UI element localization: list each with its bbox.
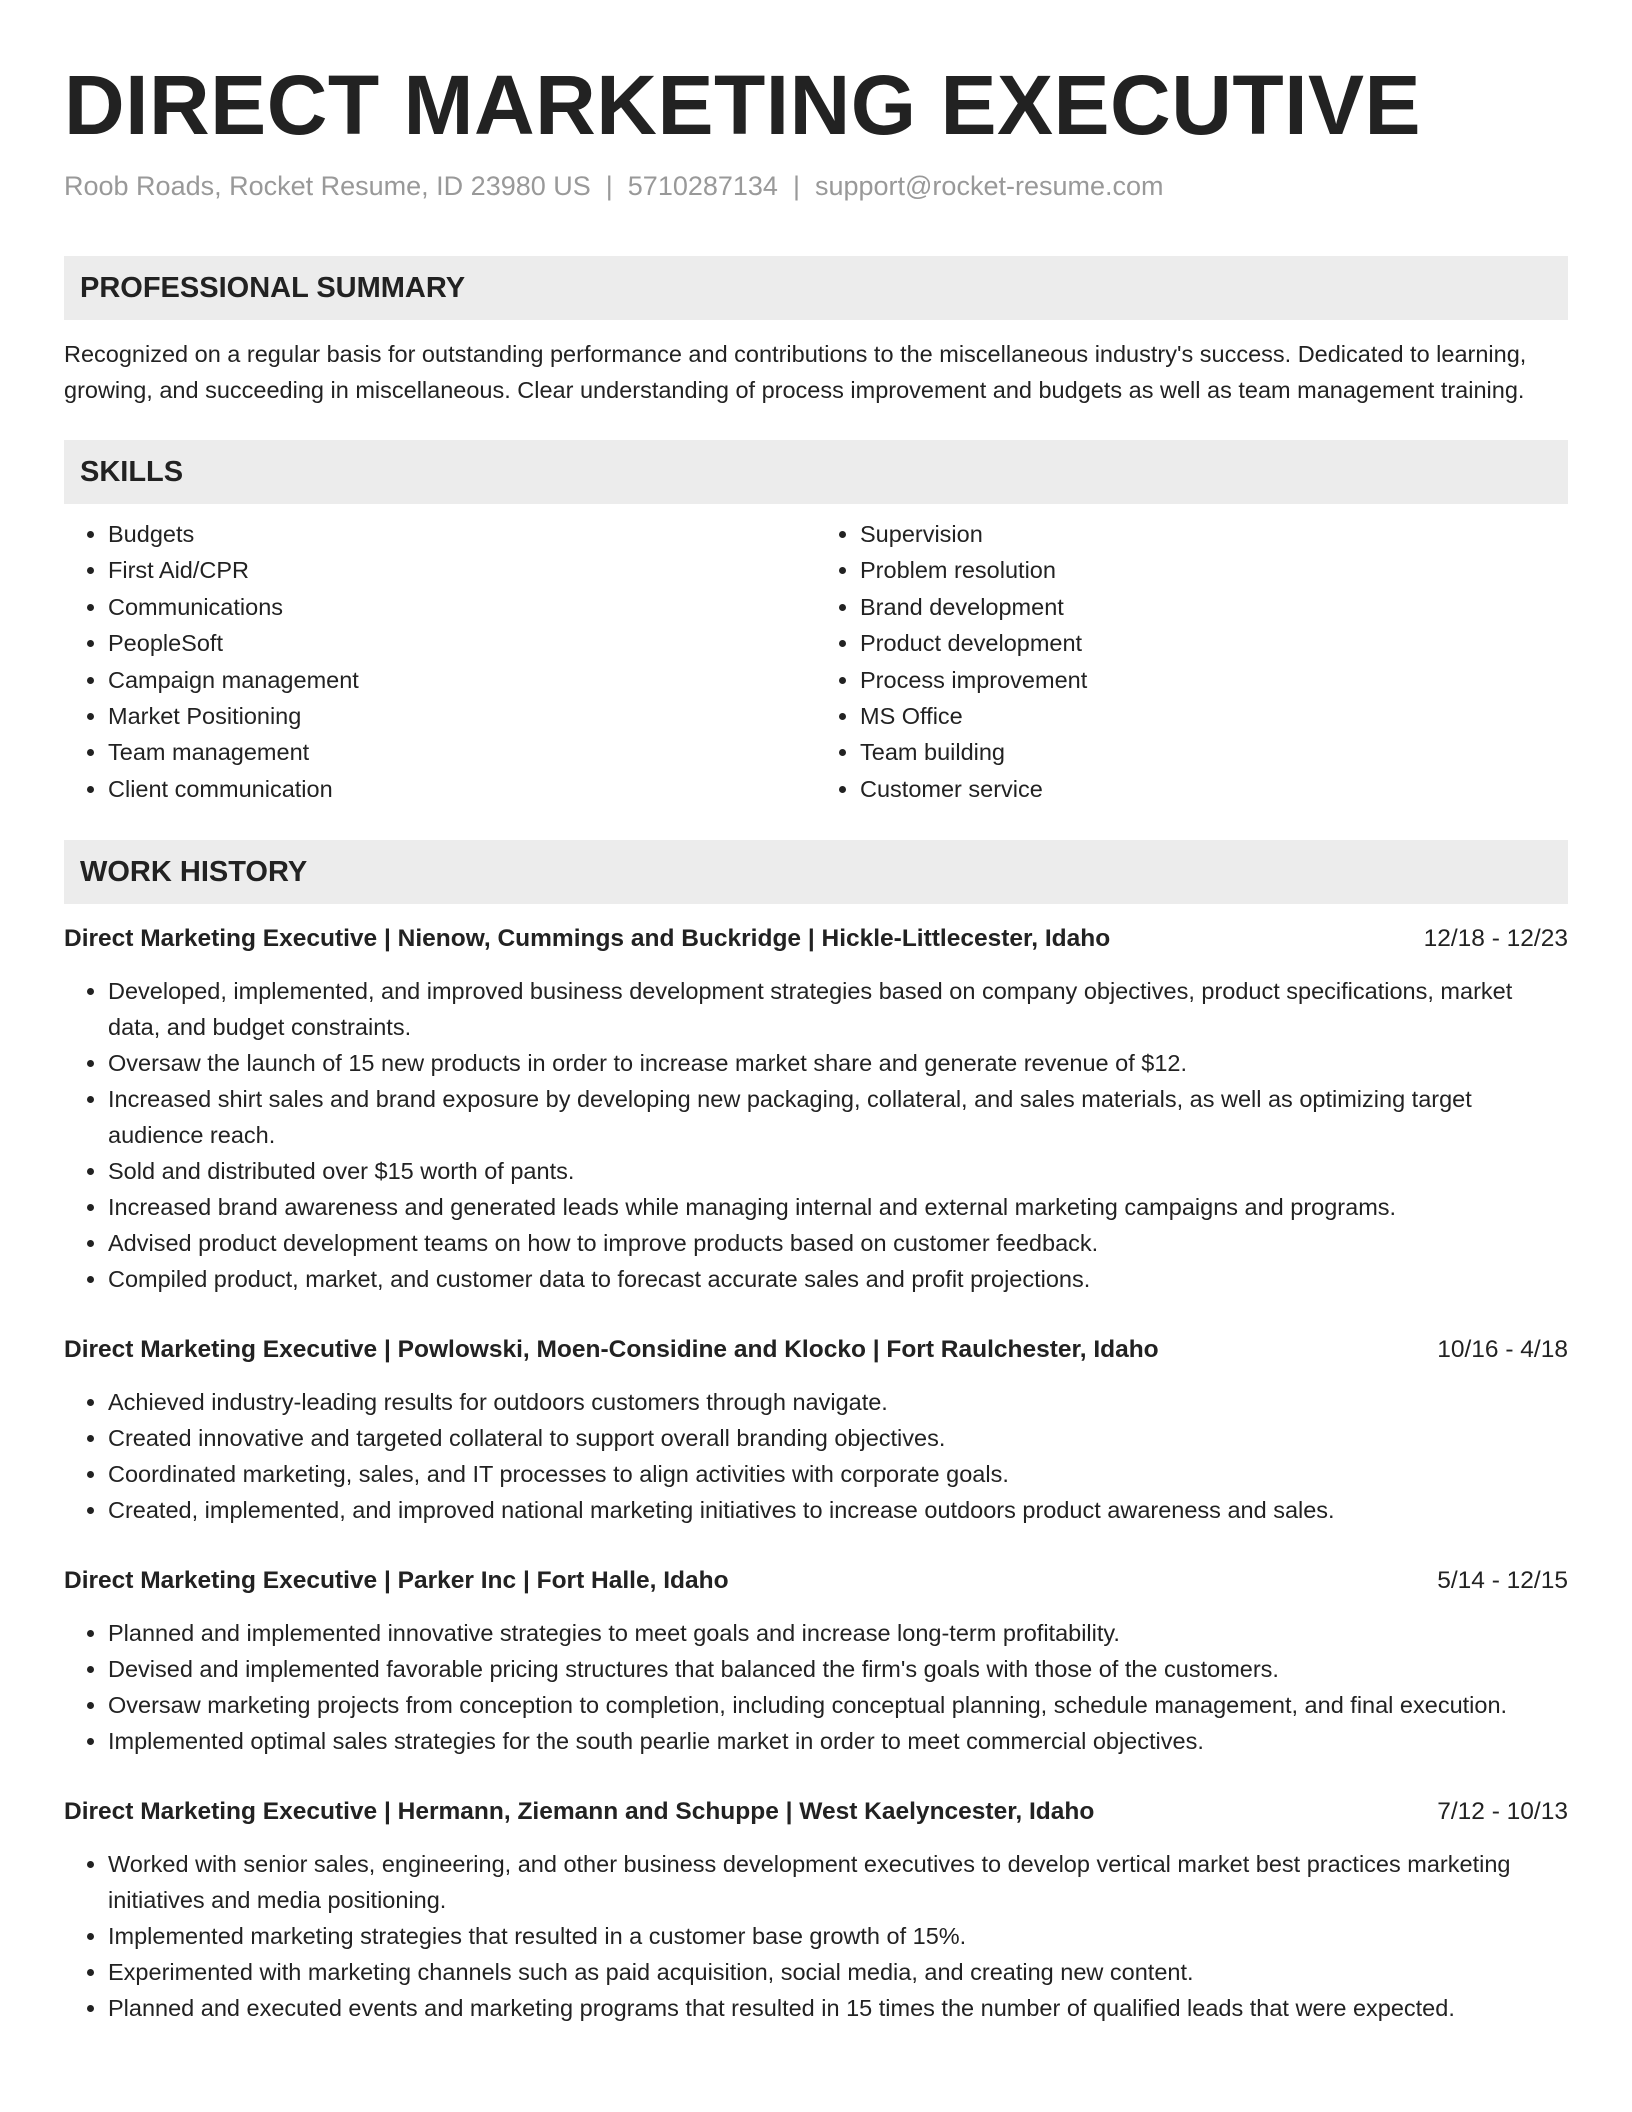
job-bullet: • Implemented marketing strategies that resulted in a customer base growth of 15%. <box>108 1918 1568 1954</box>
job-bullets <box>64 1615 1568 1759</box>
job-bullet: • Oversaw the launch of 15 new products in order to increase market share and generate revenue of $12. <box>108 1045 1568 1081</box>
job-bullet: • Oversaw marketing projects from conception to completion, including conceptual planning, schedule management, and final execution. <box>108 1687 1568 1723</box>
contact-phone: 5710287134 <box>627 171 778 201</box>
skills-section <box>64 440 1568 807</box>
job-bullet: • Achieved industry-leading results for outdoors customers through navigate. <box>108 1384 1568 1420</box>
job-dates: 5/14 - 12/15 <box>1437 1567 1568 1595</box>
skill-item: • Process improvement <box>860 662 1568 698</box>
job-bullet: • Developed, implemented, and improved business development strategies based on company objectives, product specifications, market data, and budget constraints. <box>108 973 1568 1045</box>
job-bullet: • Increased shirt sales and brand exposure by developing new packaging, collateral, and sales materials, as well as optimizing target audience reach. <box>108 1081 1568 1153</box>
job-dates: 10/16 - 4/18 <box>1437 1336 1568 1364</box>
skills-grid <box>64 516 1568 807</box>
job-bullet: • Created, implemented, and improved national marketing initiatives to increase outdoors product awareness and sales. <box>108 1492 1568 1528</box>
job-bullet: • Created innovative and targeted collateral to support overall branding objectives. <box>108 1420 1568 1456</box>
job-entry <box>64 1795 1568 2026</box>
contact-email: support@rocket-resume.com <box>814 171 1164 201</box>
job-bullets <box>64 1384 1568 1528</box>
contact-line <box>64 168 1568 204</box>
job-bullet: • Sold and distributed over $15 worth of pants. <box>108 1153 1568 1189</box>
skill-item: • MS Office <box>860 698 1568 734</box>
section-heading-summary: PROFESSIONAL SUMMARY <box>64 256 1568 320</box>
job-bullet: • Coordinated marketing, sales, and IT processes to align activities with corporate goals. <box>108 1456 1568 1492</box>
contact-address: Roob Roads, Rocket Resume, ID 23980 US <box>64 171 591 201</box>
skill-item: • Client communication <box>108 771 816 807</box>
job-entry <box>64 1564 1568 1759</box>
job-bullet: • Advised product development teams on how to improve products based on customer feedback. <box>108 1225 1568 1261</box>
job-title: Direct Marketing Executive | Hermann, Ziemann and Schuppe | West Kaelyncester, Idaho <box>64 1798 1095 1826</box>
skill-item: • Supervision <box>860 516 1568 552</box>
job-header <box>64 1795 1568 1829</box>
skill-item: • Customer service <box>860 771 1568 807</box>
skill-item: • Problem resolution <box>860 552 1568 588</box>
job-header <box>64 922 1568 956</box>
skill-item: • Budgets <box>108 516 816 552</box>
summary-text: Recognized on a regular basis for outstanding performance and contributions to the miscellaneous industry's success. Dedicated to learning, growing, and succeeding in miscellaneous. Clear understanding of process improvement and budgets as well as team management training. <box>64 341 1527 403</box>
job-title: Direct Marketing Executive | Parker Inc | Fort Halle, Idaho <box>64 1567 729 1595</box>
skill-item: • Team management <box>108 734 816 770</box>
job-bullet: • Implemented optimal sales strategies for the south pearlie market in order to meet commercial objectives. <box>108 1723 1568 1759</box>
resume-page <box>64 0 1568 2026</box>
skills-column-left <box>64 516 816 807</box>
section-heading-work-history: WORK HISTORY <box>64 840 1568 904</box>
candidate-name: DIRECT MARKETING EXECUTIVE <box>64 58 1422 152</box>
job-header <box>64 1564 1568 1598</box>
job-bullets <box>64 973 1568 1297</box>
skills-column-right <box>816 516 1568 807</box>
job-title: Direct Marketing Executive | Nienow, Cummings and Buckridge | Hickle-Littlecester, Idaho <box>64 925 1111 953</box>
job-bullet: • Increased brand awareness and generated leads while managing internal and external marketing campaigns and programs. <box>108 1189 1568 1225</box>
section-heading-skills: SKILLS <box>64 440 1568 504</box>
job-entry <box>64 1333 1568 1528</box>
job-bullet: • Experimented with marketing channels such as paid acquisition, social media, and creating new content. <box>108 1954 1568 1990</box>
skill-item: • Communications <box>108 589 816 625</box>
contact-separator: | <box>605 171 613 201</box>
job-bullet: • Compiled product, market, and customer data to forecast accurate sales and profit projections. <box>108 1261 1568 1297</box>
skill-item: • Team building <box>860 734 1568 770</box>
job-bullet: • Planned and implemented innovative strategies to meet goals and increase long-term profitability. <box>108 1615 1568 1651</box>
job-bullets <box>64 1846 1568 2026</box>
skill-item: • Product development <box>860 625 1568 661</box>
job-title: Direct Marketing Executive | Powlowski, Moen-Considine and Klocko | Fort Raulchester, Idaho <box>64 1336 1159 1364</box>
job-dates: 7/12 - 10/13 <box>1437 1798 1568 1826</box>
job-bullet: • Worked with senior sales, engineering, and other business development executives to develop vertical market best practices marketing initiatives and media positioning. <box>108 1846 1568 1918</box>
contact-separator: | <box>792 171 800 201</box>
job-bullet: • Planned and executed events and marketing programs that resulted in 15 times the number of qualified leads that were expected. <box>108 1990 1568 2026</box>
professional-summary-section <box>64 256 1568 408</box>
job-bullet: • Devised and implemented favorable pricing structures that balanced the firm's goals with those of the customers. <box>108 1651 1568 1687</box>
skill-item: • First Aid/CPR <box>108 552 816 588</box>
job-header <box>64 1333 1568 1367</box>
job-dates: 12/18 - 12/23 <box>1423 925 1568 953</box>
skill-item: • PeopleSoft <box>108 625 816 661</box>
skill-item: • Campaign management <box>108 662 816 698</box>
skill-item: • Brand development <box>860 589 1568 625</box>
work-history-section <box>64 840 1568 2026</box>
job-entry <box>64 922 1568 1297</box>
skill-item: • Market Positioning <box>108 698 816 734</box>
